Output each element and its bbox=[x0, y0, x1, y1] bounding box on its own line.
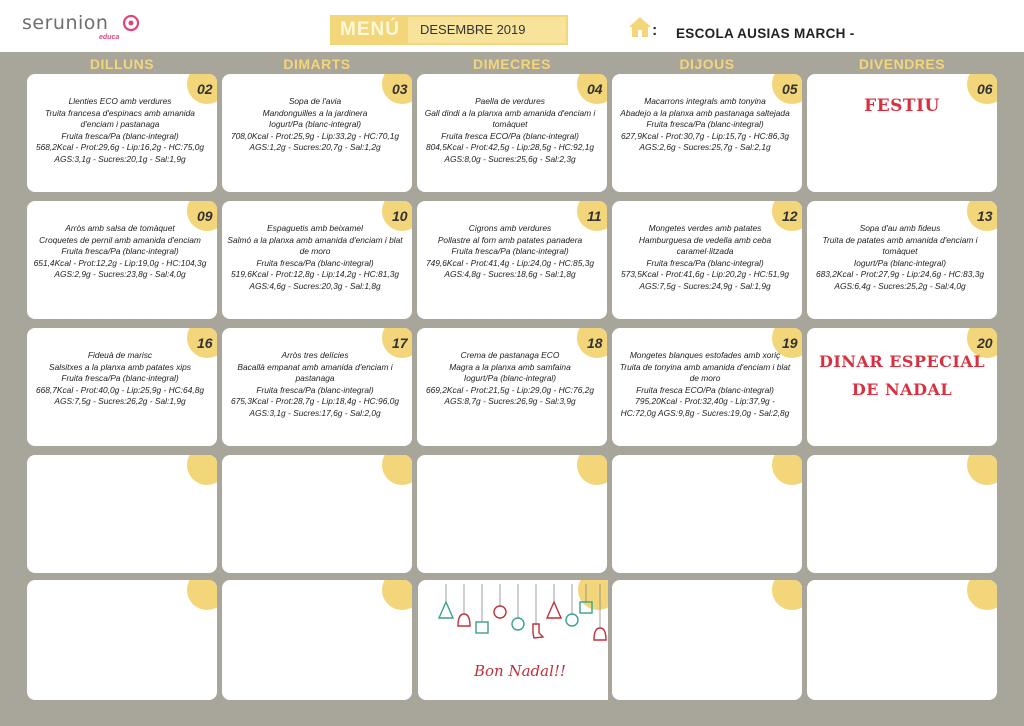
menu-line: AGS:4,8g - Sucres:18,6g - Sal:1,8g bbox=[444, 269, 576, 280]
serunion-logo bbox=[22, 12, 120, 44]
menu-line: AGS:3,1g - Sucres:20,1g - Sal:1,9g bbox=[54, 153, 186, 164]
menu-text bbox=[226, 96, 404, 154]
menu-line: AGS:2,9g - Sucres:23,8g - Sal:4,0g bbox=[54, 269, 186, 280]
day-header-thu: DIJOUS bbox=[679, 56, 735, 72]
menu-line: Croquetes de pernil amb amanida d'enciam bbox=[39, 234, 201, 245]
day-header-mon: DILLUNS bbox=[89, 56, 155, 72]
menu-line: Fruita fresca/Pa (blanc-integral) bbox=[61, 130, 179, 141]
menu-line: AGS:7,5g - Sucres:24,9g - Sal:1,9g bbox=[639, 280, 771, 291]
menu-line: Truita de tonyina amb amanida d'enciam i blat de moro bbox=[619, 361, 791, 384]
header-bar bbox=[0, 0, 1024, 52]
day-header-wed: DIMECRES bbox=[473, 56, 551, 72]
day-cell bbox=[612, 328, 802, 446]
menu-text bbox=[31, 350, 209, 408]
menu-line: 749,6Kcal - Prot:41,4g - Lip:24,0g - HC:85,3g bbox=[425, 257, 595, 268]
menu-line: AGS:8,7g - Sucres:26,9g - Sal:3,9g bbox=[444, 396, 576, 407]
menu-line: 627,9Kcal - Prot:30,7g - Lip:15,7g - HC:86,3g bbox=[620, 130, 790, 141]
date-number: 16 bbox=[197, 335, 213, 351]
menu-line: AGS:3,1g - Sucres:17,6g - Sal:2,0g bbox=[249, 407, 381, 418]
menu-line: AGS:8,0g - Sucres:25,6g - Sal:2,3g bbox=[444, 153, 576, 164]
brand-mark-icon bbox=[122, 14, 140, 32]
date-number: 11 bbox=[587, 208, 602, 224]
date-badge bbox=[772, 455, 802, 485]
menu-line: Magra a la planxa amb samfaina bbox=[449, 361, 571, 372]
date-badge bbox=[382, 580, 412, 610]
day-cell bbox=[27, 74, 217, 192]
menu-line: Sopa d'au amb fideus bbox=[859, 223, 941, 233]
date-badge bbox=[967, 455, 997, 485]
day-cell bbox=[417, 201, 607, 319]
menu-text bbox=[616, 96, 794, 154]
menu-line: Bacallà empanat amb amanida d'enciam i pastanaga bbox=[237, 361, 393, 384]
menu-line: 568,2Kcal - Prot:29,6g - Lip:16,2g - HC:75,0g bbox=[35, 142, 205, 153]
special-day-label: FESTIU bbox=[864, 96, 940, 116]
date-number: 18 bbox=[587, 335, 603, 351]
school-name: ESCOLA AUSIAS MARCH - bbox=[676, 26, 855, 41]
menu-line: AGS:2,6g - Sucres:25,7g - Sal:2,1g bbox=[639, 142, 771, 153]
date-number: 06 bbox=[977, 81, 993, 97]
date-number: 13 bbox=[977, 208, 993, 224]
menu-line: Fruita fresca/Pa (blanc-integral) bbox=[451, 246, 569, 257]
day-cell bbox=[222, 328, 412, 446]
menu-line: Fruita fresca/Pa (blanc-integral) bbox=[256, 384, 374, 395]
day-cell bbox=[222, 580, 412, 700]
brand-sub: educa bbox=[99, 34, 120, 41]
menu-line: Abadejo a la planxa amb pastanaga saltejada bbox=[620, 107, 790, 118]
menu-line: Iogurt/Pa (blanc-integral) bbox=[463, 373, 557, 384]
menu-line: Fruita fresca/Pa (blanc-integral) bbox=[646, 257, 764, 268]
menu-line: HC:72,0g AGS:9,8g - Sucres:19,0g - Sal:2,8g bbox=[620, 407, 790, 418]
day-cell bbox=[417, 74, 607, 192]
menu-text bbox=[226, 350, 404, 420]
menu-line: Pollastre al forn amb patates panadera bbox=[437, 234, 583, 245]
menu-line: Arròs amb salsa de tomàquet bbox=[65, 223, 175, 233]
menu-line: Espaguetis amb beixamel bbox=[267, 223, 363, 233]
header-colon: : bbox=[652, 22, 658, 39]
day-header-fri: DIVENDRES bbox=[858, 56, 946, 72]
menu-text bbox=[31, 223, 209, 281]
menu-line: Fruita fresca/Pa (blanc-integral) bbox=[646, 119, 764, 130]
menu-text bbox=[421, 223, 599, 281]
menu-line: 683,2Kcal - Prot:27,9g - Lip:24,6g - HC:83,3g bbox=[815, 269, 985, 280]
menu-line: Sopa de l'avia bbox=[288, 96, 342, 106]
menu-text bbox=[421, 96, 599, 166]
menu-line: Llenties ECO amb verdures bbox=[68, 96, 172, 106]
day-cell bbox=[807, 580, 997, 700]
menu-line: 519,6Kcal - Prot:12,8g - Lip:14,2g - HC:81,3g bbox=[230, 269, 400, 280]
menu-line: Paella de verdures bbox=[475, 96, 545, 106]
menu-line: 795,20Kcal - Prot:32,40g - Lip:37,9g - bbox=[635, 396, 775, 407]
menu-line: Salmó a la planxa amb amanida d'enciam i blat de moro bbox=[227, 234, 403, 257]
date-number: 02 bbox=[197, 81, 213, 97]
home-icon bbox=[628, 16, 652, 38]
special-day-label bbox=[815, 348, 989, 404]
date-number: 10 bbox=[392, 208, 408, 224]
menu-line: Gall dindi a la planxa amb amanida d'enciam i tomàquet bbox=[424, 107, 596, 130]
menu-line: Mongetes verdes amb patates bbox=[648, 223, 762, 233]
menu-line: Iogurt/Pa (blanc-integral) bbox=[268, 119, 362, 130]
menu-text bbox=[616, 223, 794, 293]
menu-line: Truita de patates amb amanida d'enciam i tomàquet bbox=[822, 234, 978, 257]
menu-line: Fruita fresca/Pa (blanc-integral) bbox=[61, 246, 179, 257]
menu-line: AGS:1,2g - Sucres:20,7g - Sal:1,2g bbox=[249, 142, 381, 153]
date-number: 05 bbox=[782, 81, 798, 97]
day-cell bbox=[222, 74, 412, 192]
menu-line: AGS:7,5g - Sucres:26,2g - Sal:1,9g bbox=[54, 396, 186, 407]
bon-nadal-text: Bon Nadal!! bbox=[474, 662, 566, 680]
menu-line: Hamburguesa de vedella amb ceba caramel·litzada bbox=[638, 234, 772, 257]
day-cell bbox=[27, 328, 217, 446]
date-badge bbox=[772, 580, 802, 610]
date-number: 03 bbox=[392, 81, 408, 97]
date-number: 17 bbox=[392, 335, 408, 351]
menu-line: Fruita fresca/Pa (blanc-integral) bbox=[61, 373, 179, 384]
menu-label: MENÚ bbox=[332, 17, 408, 43]
date-number: 12 bbox=[782, 208, 798, 224]
day-cell bbox=[417, 455, 607, 573]
menu-line: 708,0Kcal - Prot:25,9g - Lip:33,2g - HC:70,1g bbox=[230, 130, 400, 141]
day-cell bbox=[612, 201, 802, 319]
date-badge bbox=[187, 580, 217, 610]
day-cell bbox=[807, 328, 997, 446]
date-badge bbox=[967, 580, 997, 610]
menu-line: 668,7Kcal - Prot:40,0g - Lip:25,9g - HC:64,8g bbox=[35, 384, 205, 395]
day-header-tue: DIMARTS bbox=[283, 56, 351, 72]
menu-line: Cigrons amb verdures bbox=[468, 223, 552, 233]
menu-line: Truita francesa d'espinacs amb amanida d'enciam i pastanaga bbox=[45, 107, 195, 130]
menu-line: Iogurt/Pa (blanc-integral) bbox=[853, 257, 947, 268]
menu-line: AGS:6,4g - Sucres:25,2g - Sal:4,0g bbox=[834, 280, 966, 291]
brand-name: serunion bbox=[22, 12, 109, 34]
day-cell bbox=[27, 580, 217, 700]
day-cell bbox=[612, 455, 802, 573]
day-cell bbox=[612, 74, 802, 192]
menu-line: 573,5Kcal - Prot:41,6g - Lip:20,2g - HC:51,9g bbox=[620, 269, 790, 280]
menu-line: Mongetes blanques estofades amb xoriç bbox=[629, 350, 781, 360]
menu-line: Macarrons integrals amb tonyina bbox=[644, 96, 766, 106]
menu-text bbox=[226, 223, 404, 293]
menu-line: AGS:4,6g - Sucres:20,3g - Sal:1,8g bbox=[249, 280, 381, 291]
menu-text bbox=[31, 96, 209, 166]
menu-line: Fruita fresca ECO/Pa (blanc-integral) bbox=[441, 130, 579, 141]
day-cell bbox=[27, 455, 217, 573]
menu-text bbox=[616, 350, 794, 420]
special-line: DE NADAL bbox=[851, 380, 953, 399]
date-badge bbox=[382, 455, 412, 485]
menu-line: Fruita fresca ECO/Pa (blanc-integral) bbox=[636, 384, 774, 395]
day-cell bbox=[27, 201, 217, 319]
menu-line: 651,4Kcal - Prot:12,2g - Lip:19,0g - HC:104,3g bbox=[33, 257, 207, 268]
menu-line: Fruita fresca/Pa (blanc-integral) bbox=[256, 257, 374, 268]
special-line: DINAR ESPECIAL bbox=[818, 352, 986, 371]
day-cell bbox=[612, 580, 802, 700]
date-badge bbox=[577, 455, 607, 485]
date-number: 20 bbox=[977, 335, 993, 351]
christmas-ornaments-icon bbox=[418, 580, 608, 660]
menu-title-box bbox=[330, 15, 568, 45]
menu-text bbox=[811, 223, 989, 293]
date-number: 04 bbox=[587, 81, 603, 97]
menu-line: 669,2Kcal - Prot:21,5g - Lip:29,0g - HC:76,2g bbox=[425, 384, 595, 395]
menu-line: Fideuà de marisc bbox=[87, 350, 153, 360]
day-cell bbox=[417, 328, 607, 446]
menu-line: 804,5Kcal - Prot:42,5g - Lip:28,5g - HC:92,1g bbox=[425, 142, 595, 153]
day-cell bbox=[807, 201, 997, 319]
menu-line: Salsitxes a la planxa amb patates xips bbox=[49, 361, 191, 372]
menu-line: 675,3Kcal - Prot:28,7g - Lip:18,4g - HC:96,0g bbox=[230, 396, 400, 407]
day-cell bbox=[807, 455, 997, 573]
date-badge bbox=[187, 455, 217, 485]
menu-text bbox=[421, 350, 599, 408]
day-cell bbox=[222, 201, 412, 319]
menu-line: Arròs tres delícies bbox=[281, 350, 349, 360]
date-number: 19 bbox=[782, 335, 798, 351]
menu-line: Mandonguilles a la jardinera bbox=[262, 107, 368, 118]
menu-line: Crema de pastanaga ECO bbox=[460, 350, 560, 360]
christmas-card bbox=[418, 580, 608, 700]
day-cell bbox=[807, 74, 997, 192]
date-number: 09 bbox=[197, 208, 213, 224]
day-cell bbox=[222, 455, 412, 573]
month-label: DESEMBRE 2019 bbox=[408, 17, 566, 43]
